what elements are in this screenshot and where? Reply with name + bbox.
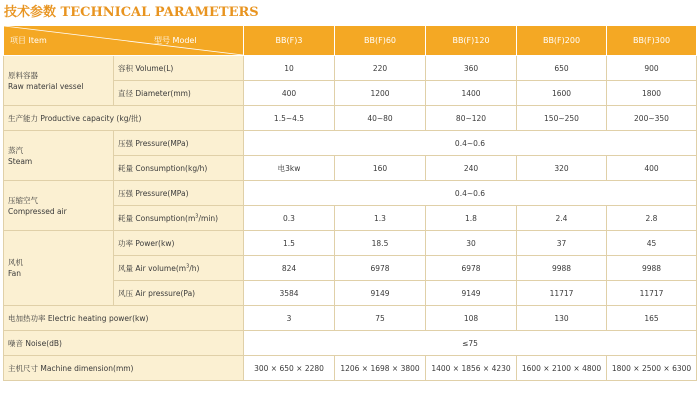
- volume-label: 容积 Volume(L): [114, 56, 244, 81]
- table-cell: 11717: [517, 281, 607, 306]
- steam-consumption-label: 耗量 Consumption(kg/h): [114, 156, 244, 181]
- table-row: [4, 331, 697, 356]
- table-row: [4, 181, 697, 206]
- table-cell: 10: [244, 56, 335, 81]
- table-cell: 160: [335, 156, 426, 181]
- steam-pressure-value: 0.4~0.6: [244, 131, 697, 156]
- table-cell: 650: [517, 56, 607, 81]
- table-cell: 1800: [607, 81, 697, 106]
- raw-material-label-zh: 原料容器: [8, 70, 38, 80]
- page-title: 技术参数 TECHNICAL PARAMETERS: [4, 5, 259, 20]
- fan-air-volume-label-pre: 风量 Air volume(m: [118, 263, 187, 273]
- table-cell: 1.5~4.5: [244, 106, 335, 131]
- fan-air-volume-label: [114, 256, 244, 281]
- table-cell: 824: [244, 256, 335, 281]
- table-row: [4, 106, 697, 131]
- table-header-row: [4, 26, 697, 56]
- raw-material-group-label: [4, 56, 114, 106]
- table-cell: 1600: [517, 81, 607, 106]
- table-cell: 9149: [335, 281, 426, 306]
- table-row: [4, 131, 697, 156]
- steam-group-label: [4, 131, 114, 181]
- raw-material-label-en: Raw material vessel: [8, 81, 84, 91]
- fan-air-pressure-label: 风压 Air pressure(Pa): [114, 281, 244, 306]
- table-cell: 1400 × 1856 × 4230: [426, 356, 517, 381]
- fan-air-volume-label-post: /h): [189, 263, 200, 273]
- table-cell: 400: [244, 81, 335, 106]
- table-cell: 220: [335, 56, 426, 81]
- table-cell: 2.4: [517, 206, 607, 231]
- table-cell: 108: [426, 306, 517, 331]
- fan-label-en: Fan: [8, 269, 21, 278]
- fan-air-volume-label-sup: 3: [186, 263, 190, 269]
- table-cell: 3584: [244, 281, 335, 306]
- table-cell: 18.5: [335, 231, 426, 256]
- table-row: [4, 231, 697, 256]
- table-cell: 1.8: [426, 206, 517, 231]
- fan-label-zh: 风机: [8, 258, 23, 267]
- table-cell: 1600 × 2100 × 4800: [517, 356, 607, 381]
- table-cell: 6978: [426, 256, 517, 281]
- table-row: [4, 356, 697, 381]
- table-row: [4, 306, 697, 331]
- heating-power-label: 电加热功率 Electric heating power(kw): [4, 306, 244, 331]
- fan-power-label: 功率 Power(kw): [114, 231, 244, 256]
- table-cell: 1400: [426, 81, 517, 106]
- header-model-2: BB(F)60: [335, 26, 426, 56]
- machine-dimension-label: 主机尺寸 Machine dimension(mm): [4, 356, 244, 381]
- table-cell: 130: [517, 306, 607, 331]
- header-model-5: BB(F)300: [607, 26, 697, 56]
- table-cell: 360: [426, 56, 517, 81]
- table-cell: 1800 × 2500 × 6300: [607, 356, 697, 381]
- productive-capacity-label: 生产能力 Productive capacity (kg/批): [4, 106, 244, 131]
- table-cell: 165: [607, 306, 697, 331]
- header-model-1: BB(F)3: [244, 26, 335, 56]
- steam-pressure-label: 压强 Pressure(MPa): [114, 131, 244, 156]
- table-cell: 37: [517, 231, 607, 256]
- table-cell: 9988: [607, 256, 697, 281]
- table-cell: 0.3: [244, 206, 335, 231]
- table-cell: 30: [426, 231, 517, 256]
- noise-label: 噪音 Noise(dB): [4, 331, 244, 356]
- table-cell: 1200: [335, 81, 426, 106]
- table-cell: 200~350: [607, 106, 697, 131]
- table-cell: 80~120: [426, 106, 517, 131]
- table-cell: 40~80: [335, 106, 426, 131]
- table-cell: 900: [607, 56, 697, 81]
- header-model-3: BB(F)120: [426, 26, 517, 56]
- table-cell: 2.8: [607, 206, 697, 231]
- table-cell: 75: [335, 306, 426, 331]
- table-cell: 320: [517, 156, 607, 181]
- table-cell: 150~250: [517, 106, 607, 131]
- noise-value: ≤75: [244, 331, 697, 356]
- table-cell: 6978: [335, 256, 426, 281]
- table-cell: 11717: [607, 281, 697, 306]
- air-pressure-mpa-label: 压强 Pressure(MPa): [114, 181, 244, 206]
- air-consumption-label-post: /min): [198, 213, 219, 223]
- table-cell: 300 × 650 × 2280: [244, 356, 335, 381]
- header-model-4: BB(F)200: [517, 26, 607, 56]
- header-corner-cell: [4, 26, 244, 56]
- steam-label-en: Steam: [8, 156, 33, 166]
- air-consumption-label-sup: 3: [195, 213, 199, 219]
- table-cell: 240: [426, 156, 517, 181]
- table-cell: 1.5: [244, 231, 335, 256]
- compressed-air-label-en: Compressed air: [8, 206, 67, 216]
- fan-group-label: [4, 231, 114, 306]
- header-model-label: 型号 Model: [154, 36, 197, 45]
- technical-parameters-table: [3, 25, 697, 381]
- table-row: [4, 56, 697, 81]
- table-cell: 45: [607, 231, 697, 256]
- diameter-label: 直径 Diameter(mm): [114, 81, 244, 106]
- compressed-air-label-zh: 压缩空气: [8, 195, 38, 205]
- table-cell: 1.3: [335, 206, 426, 231]
- table-cell: 3: [244, 306, 335, 331]
- air-consumption-label-pre: 耗量 Consumption(m: [118, 213, 196, 223]
- table-cell: 400: [607, 156, 697, 181]
- steam-label-zh: 蒸汽: [8, 145, 23, 155]
- table-cell: 电3kw: [244, 156, 335, 181]
- table-cell: 1206 × 1698 × 3800: [335, 356, 426, 381]
- compressed-air-group-label: [4, 181, 114, 231]
- table-cell: 9149: [426, 281, 517, 306]
- table-cell: 9988: [517, 256, 607, 281]
- header-item-label: 项目 Item: [10, 36, 47, 45]
- air-consumption-label: [114, 206, 244, 231]
- air-pressure-mpa-value: 0.4~0.6: [244, 181, 697, 206]
